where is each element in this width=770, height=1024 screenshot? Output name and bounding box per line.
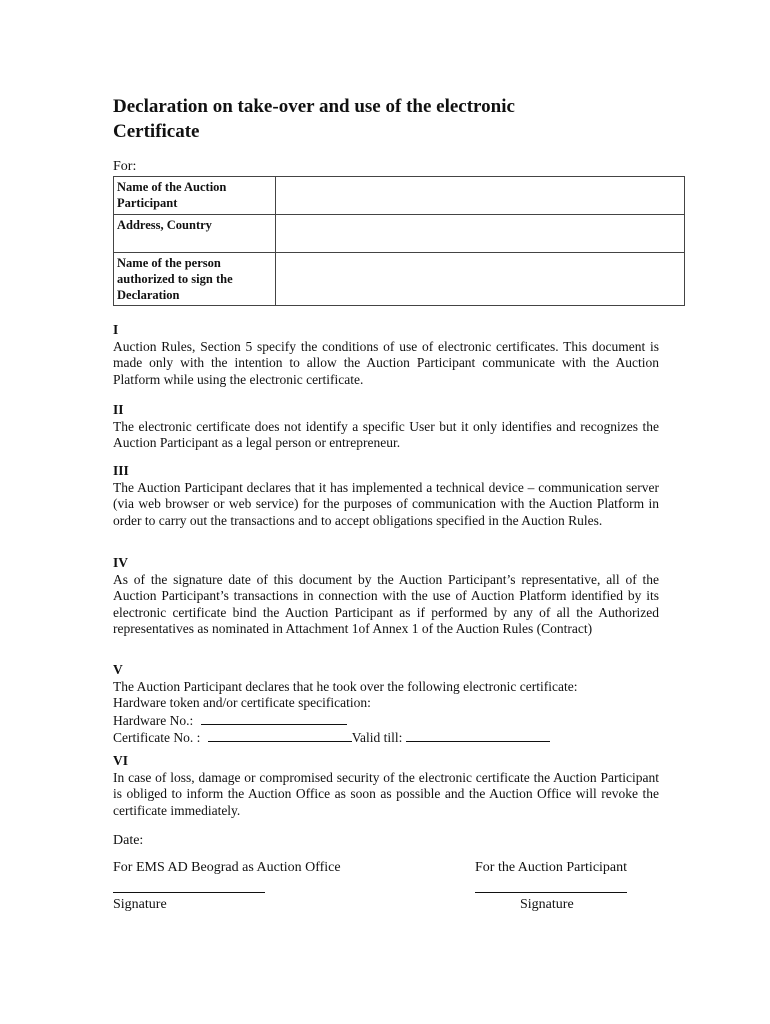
section-number: VI bbox=[113, 753, 129, 768]
authorized-person-label: Name of the person authorized to sign the Declaration bbox=[114, 253, 276, 306]
section-text: Auction Rules, Section 5 specify the conditions of use of electronic certificates. This document is made only with the intention to allow the Auction Participant communicate with the Auction Platform while using the electronic certificate. bbox=[113, 338, 659, 387]
valid-till-field[interactable] bbox=[406, 729, 550, 742]
certificate-no-label: Certificate No. : bbox=[113, 730, 201, 745]
section-6 bbox=[113, 753, 659, 819]
auction-office-signature-label: Signature bbox=[113, 897, 167, 912]
certificate-spec-line: Hardware token and/or certificate specification: bbox=[113, 695, 371, 710]
section-4 bbox=[113, 555, 659, 638]
section-1 bbox=[113, 322, 659, 388]
form-row-address bbox=[114, 215, 685, 253]
participant-signature-block bbox=[475, 860, 655, 913]
section-text: The electronic certificate does not identify a specific User but it only identifies and recognizes the Auction Participant as a legal person or entrepreneur. bbox=[113, 418, 659, 450]
participant-name-field[interactable] bbox=[276, 177, 685, 215]
auction-office-signature-line[interactable] bbox=[113, 880, 265, 893]
section-number: III bbox=[113, 463, 129, 478]
participant-name-label: Name of the Auction Participant bbox=[114, 177, 276, 215]
hardware-no-field[interactable] bbox=[201, 712, 347, 725]
participant-form-table bbox=[113, 176, 685, 306]
section-text: As of the signature date of this document by the Auction Participant’s representative, all of the Auction Participant’s transactions in connection with the use of Auction Platform identified by its electronic certificate bind the Auction Participant as if performed by any of all the Authorized representatives as nominated in Attachment 1of Annex 1 of the Auction Rules (Contract) bbox=[113, 571, 659, 636]
form-row-participant-name bbox=[114, 177, 685, 215]
valid-till-label: Valid till: bbox=[351, 730, 403, 745]
section-number: II bbox=[113, 402, 124, 417]
for-label: For: bbox=[113, 159, 137, 174]
address-label: Address, Country bbox=[114, 215, 276, 253]
section-5 bbox=[113, 662, 659, 747]
date-label: Date: bbox=[113, 833, 144, 848]
auction-office-signature-block bbox=[113, 860, 373, 913]
section-text: The Auction Participant declares that he took over the following electronic certificate: bbox=[113, 678, 578, 694]
hardware-no-label: Hardware No.: bbox=[113, 712, 194, 728]
section-2 bbox=[113, 402, 659, 452]
address-field[interactable] bbox=[276, 215, 685, 253]
section-number: I bbox=[113, 322, 119, 337]
section-3 bbox=[113, 463, 659, 529]
section-number: V bbox=[113, 662, 123, 677]
authorized-person-field[interactable] bbox=[276, 253, 685, 306]
participant-signature-label: Signature bbox=[520, 897, 574, 912]
auction-office-title: For EMS AD Beograd as Auction Office bbox=[113, 860, 341, 875]
section-number: IV bbox=[113, 555, 129, 570]
participant-signature-line[interactable] bbox=[475, 880, 627, 893]
certificate-no-field[interactable] bbox=[208, 729, 352, 742]
document-title: Declaration on take-over and use of the electronic Certificate bbox=[113, 96, 515, 142]
form-row-authorized-person bbox=[114, 253, 685, 306]
section-text: In case of loss, damage or compromised security of the electronic certificate the Auction Participant is obliged to inform the Auction Office as soon as possible and the Auction Office will revoke the certificate immediately. bbox=[113, 769, 659, 818]
hardware-no-row bbox=[113, 712, 659, 730]
certificate-no-row bbox=[113, 729, 659, 747]
participant-title: For the Auction Participant bbox=[475, 860, 628, 875]
section-text: The Auction Participant declares that it has implemented a technical device – communication server (via web browser or web service) for the purposes of communication with the Auction Platform in order to carry out the transactions and to accept obligations specified in the Auction Rules. bbox=[113, 479, 659, 528]
